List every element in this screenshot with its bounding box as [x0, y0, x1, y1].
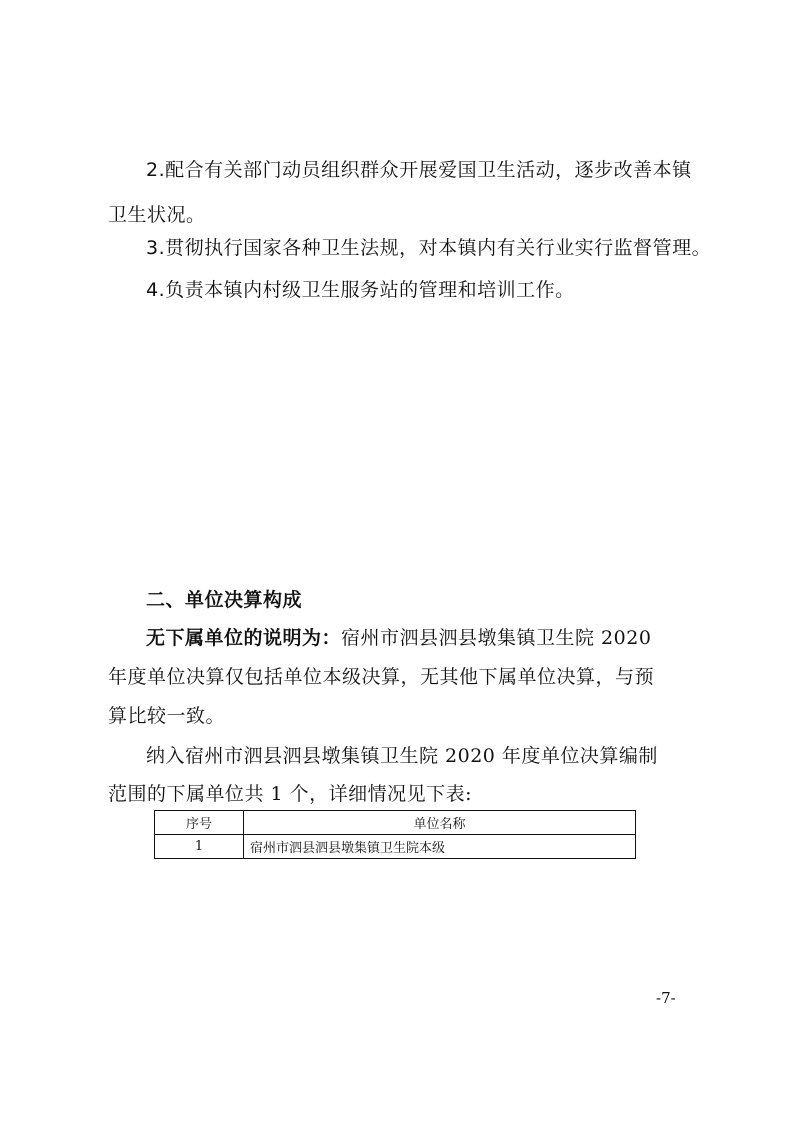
cell-seq: 1: [155, 835, 244, 859]
table-row: [155, 835, 636, 859]
responsibility-item-4: 4.负责本镇内村级卫生服务站的管理和培训工作。: [146, 279, 575, 301]
no-subunit-note-line2: 年度单位决算仅包括单位本级决算，无其他下属单位决算，与预: [108, 666, 655, 688]
responsibility-item-2-line1: 2.配合有关部门动员组织群众开展爱国卫生活动，逐步改善本镇: [146, 159, 692, 181]
scope-paragraph-line2: 范围的下属单位共 1 个，详细情况见下表:: [108, 783, 473, 805]
responsibility-item-3: 3.贯彻执行国家各种卫生法规，对本镇内有关行业实行监督管理。: [146, 237, 712, 259]
responsibility-item-2-line2: 卫生状况。: [108, 204, 206, 226]
cell-unit-name: 宿州市泗县泗县墩集镇卫生院本级: [244, 835, 636, 859]
section-title: 二、单位决算构成: [146, 589, 303, 611]
page-number: -7-: [656, 989, 676, 1007]
column-header-unit-name: 单位名称: [244, 811, 636, 835]
subunit-table: [154, 810, 636, 859]
no-subunit-note-label: 无下属单位的说明为：: [146, 627, 342, 649]
no-subunit-note-line3: 算比较一致。: [108, 705, 226, 727]
table-header-row: [155, 811, 636, 835]
column-header-seq: 序号: [155, 811, 244, 835]
no-subunit-note-line1: [146, 626, 651, 650]
no-subunit-note-text: 宿州市泗县泗县墩集镇卫生院 2020: [341, 627, 652, 649]
scope-paragraph-line1: 纳入宿州市泗县泗县墩集镇卫生院 2020 年度单位决算编制: [146, 745, 658, 767]
